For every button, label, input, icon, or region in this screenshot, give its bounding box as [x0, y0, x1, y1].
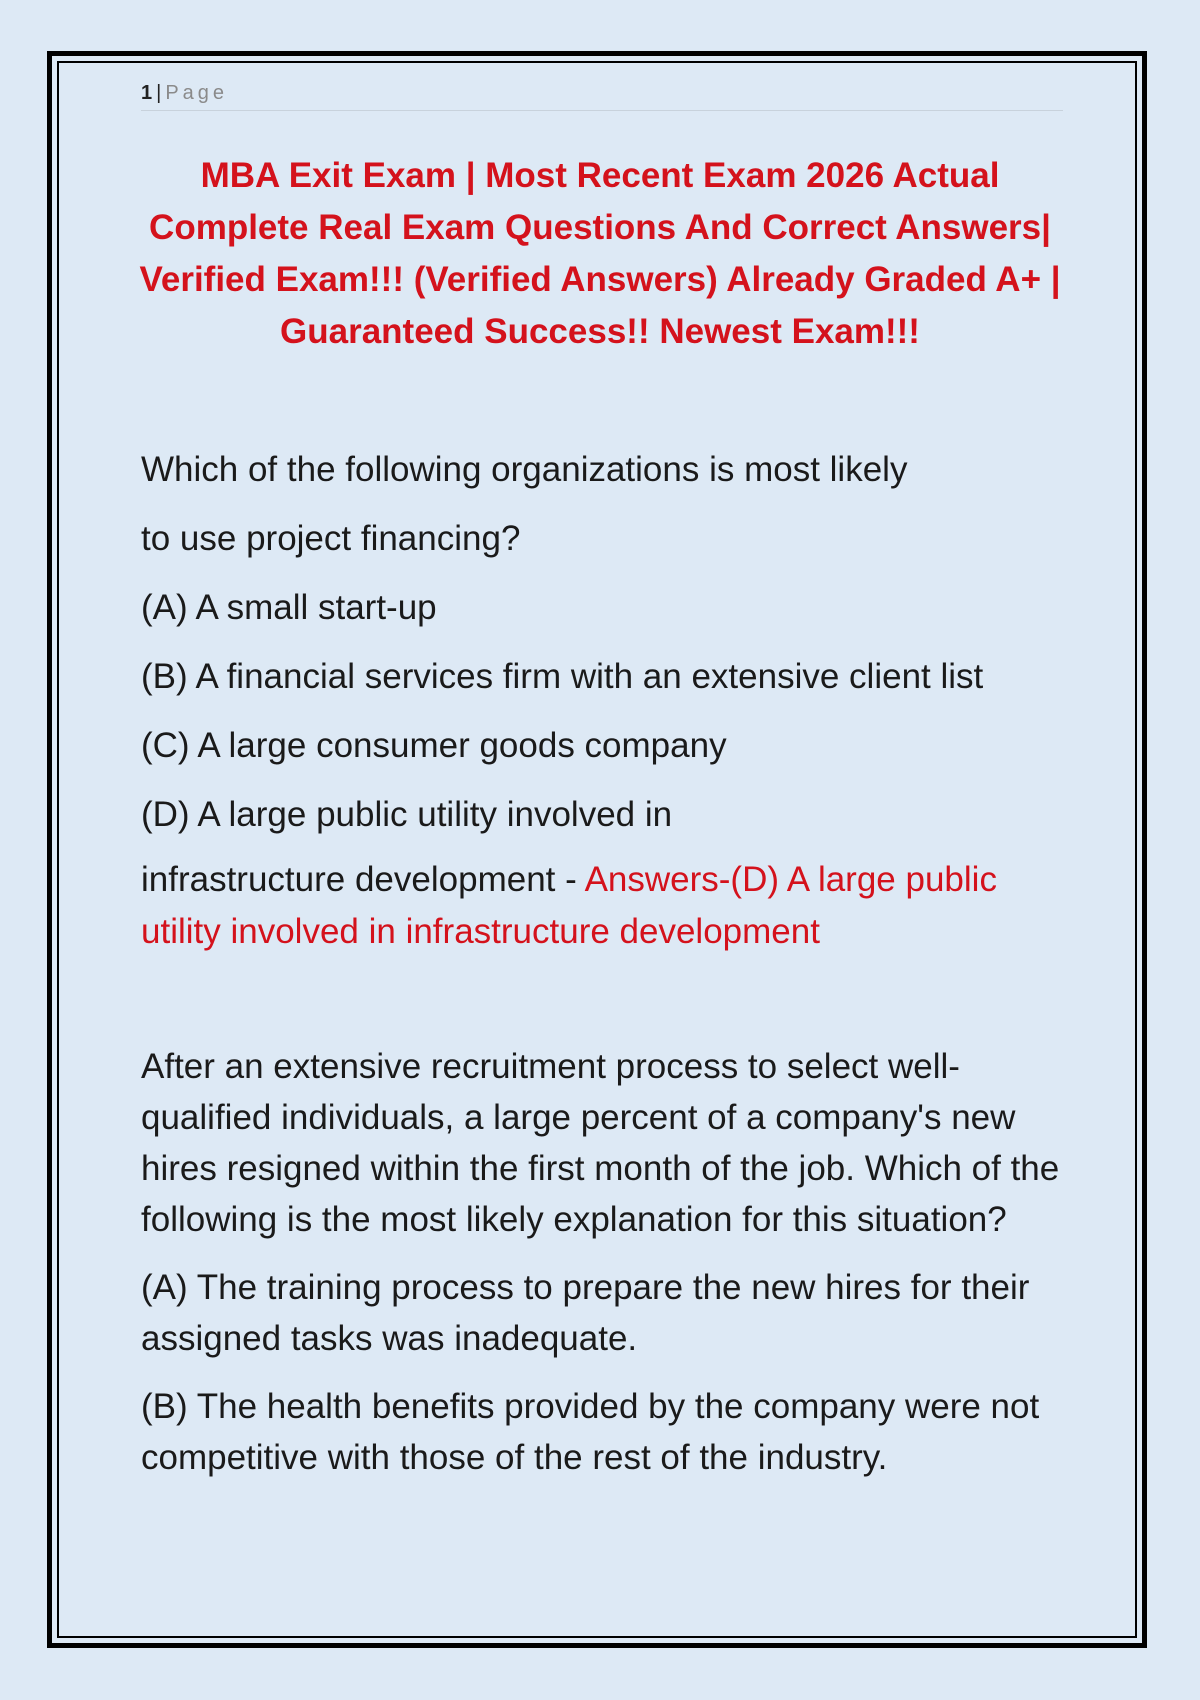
page-separator: |	[156, 82, 162, 104]
question-1-option-d-line-2	[141, 854, 1086, 958]
question-1-stem-line-1: Which of the following organizations is most likely	[141, 450, 908, 489]
page-header	[141, 80, 1063, 111]
question-1-option-a: (A) A small start-up	[141, 588, 437, 627]
question-1	[141, 440, 1086, 958]
question-1-option-d-text: infrastructure development -	[141, 860, 585, 899]
question-1-option-c: (C) A large consumer goods company	[141, 726, 727, 765]
page-number: 1	[141, 82, 153, 104]
question-2-option-b: (B) The health benefits provided by the company were not competitive with those of the rest of the industry.	[141, 1387, 1040, 1477]
question-1-stem-line-2: to use project financing?	[141, 519, 521, 558]
question-1-answer: Answers-(D) A large public utility involved in infrastructure development	[141, 860, 997, 951]
question-1-option-d-line-1: (D) A large public utility involved in	[141, 795, 673, 834]
document-title: MBA Exit Exam | Most Recent Exam 2026 Actual Complete Real Exam Questions And Correct Answers| Verified Exam!!! (Verified Answers) Already Graded A+ | Guaranteed Success!! Newest Exam!!!	[139, 156, 1061, 351]
page-word: Page	[165, 82, 229, 104]
question-2	[141, 1041, 1086, 1500]
question-2-stem: After an extensive recruitment process to select well-qualified individuals, a large percent of a company's new hires resigned within the first month of the job. Which of the following is the most likely explanation for this situation?	[141, 1047, 1060, 1239]
question-2-option-a: (A) The training process to prepare the new hires for their assigned tasks was inadequate.	[141, 1268, 1030, 1358]
question-1-option-b: (B) A financial services firm with an extensive client list	[141, 657, 984, 696]
